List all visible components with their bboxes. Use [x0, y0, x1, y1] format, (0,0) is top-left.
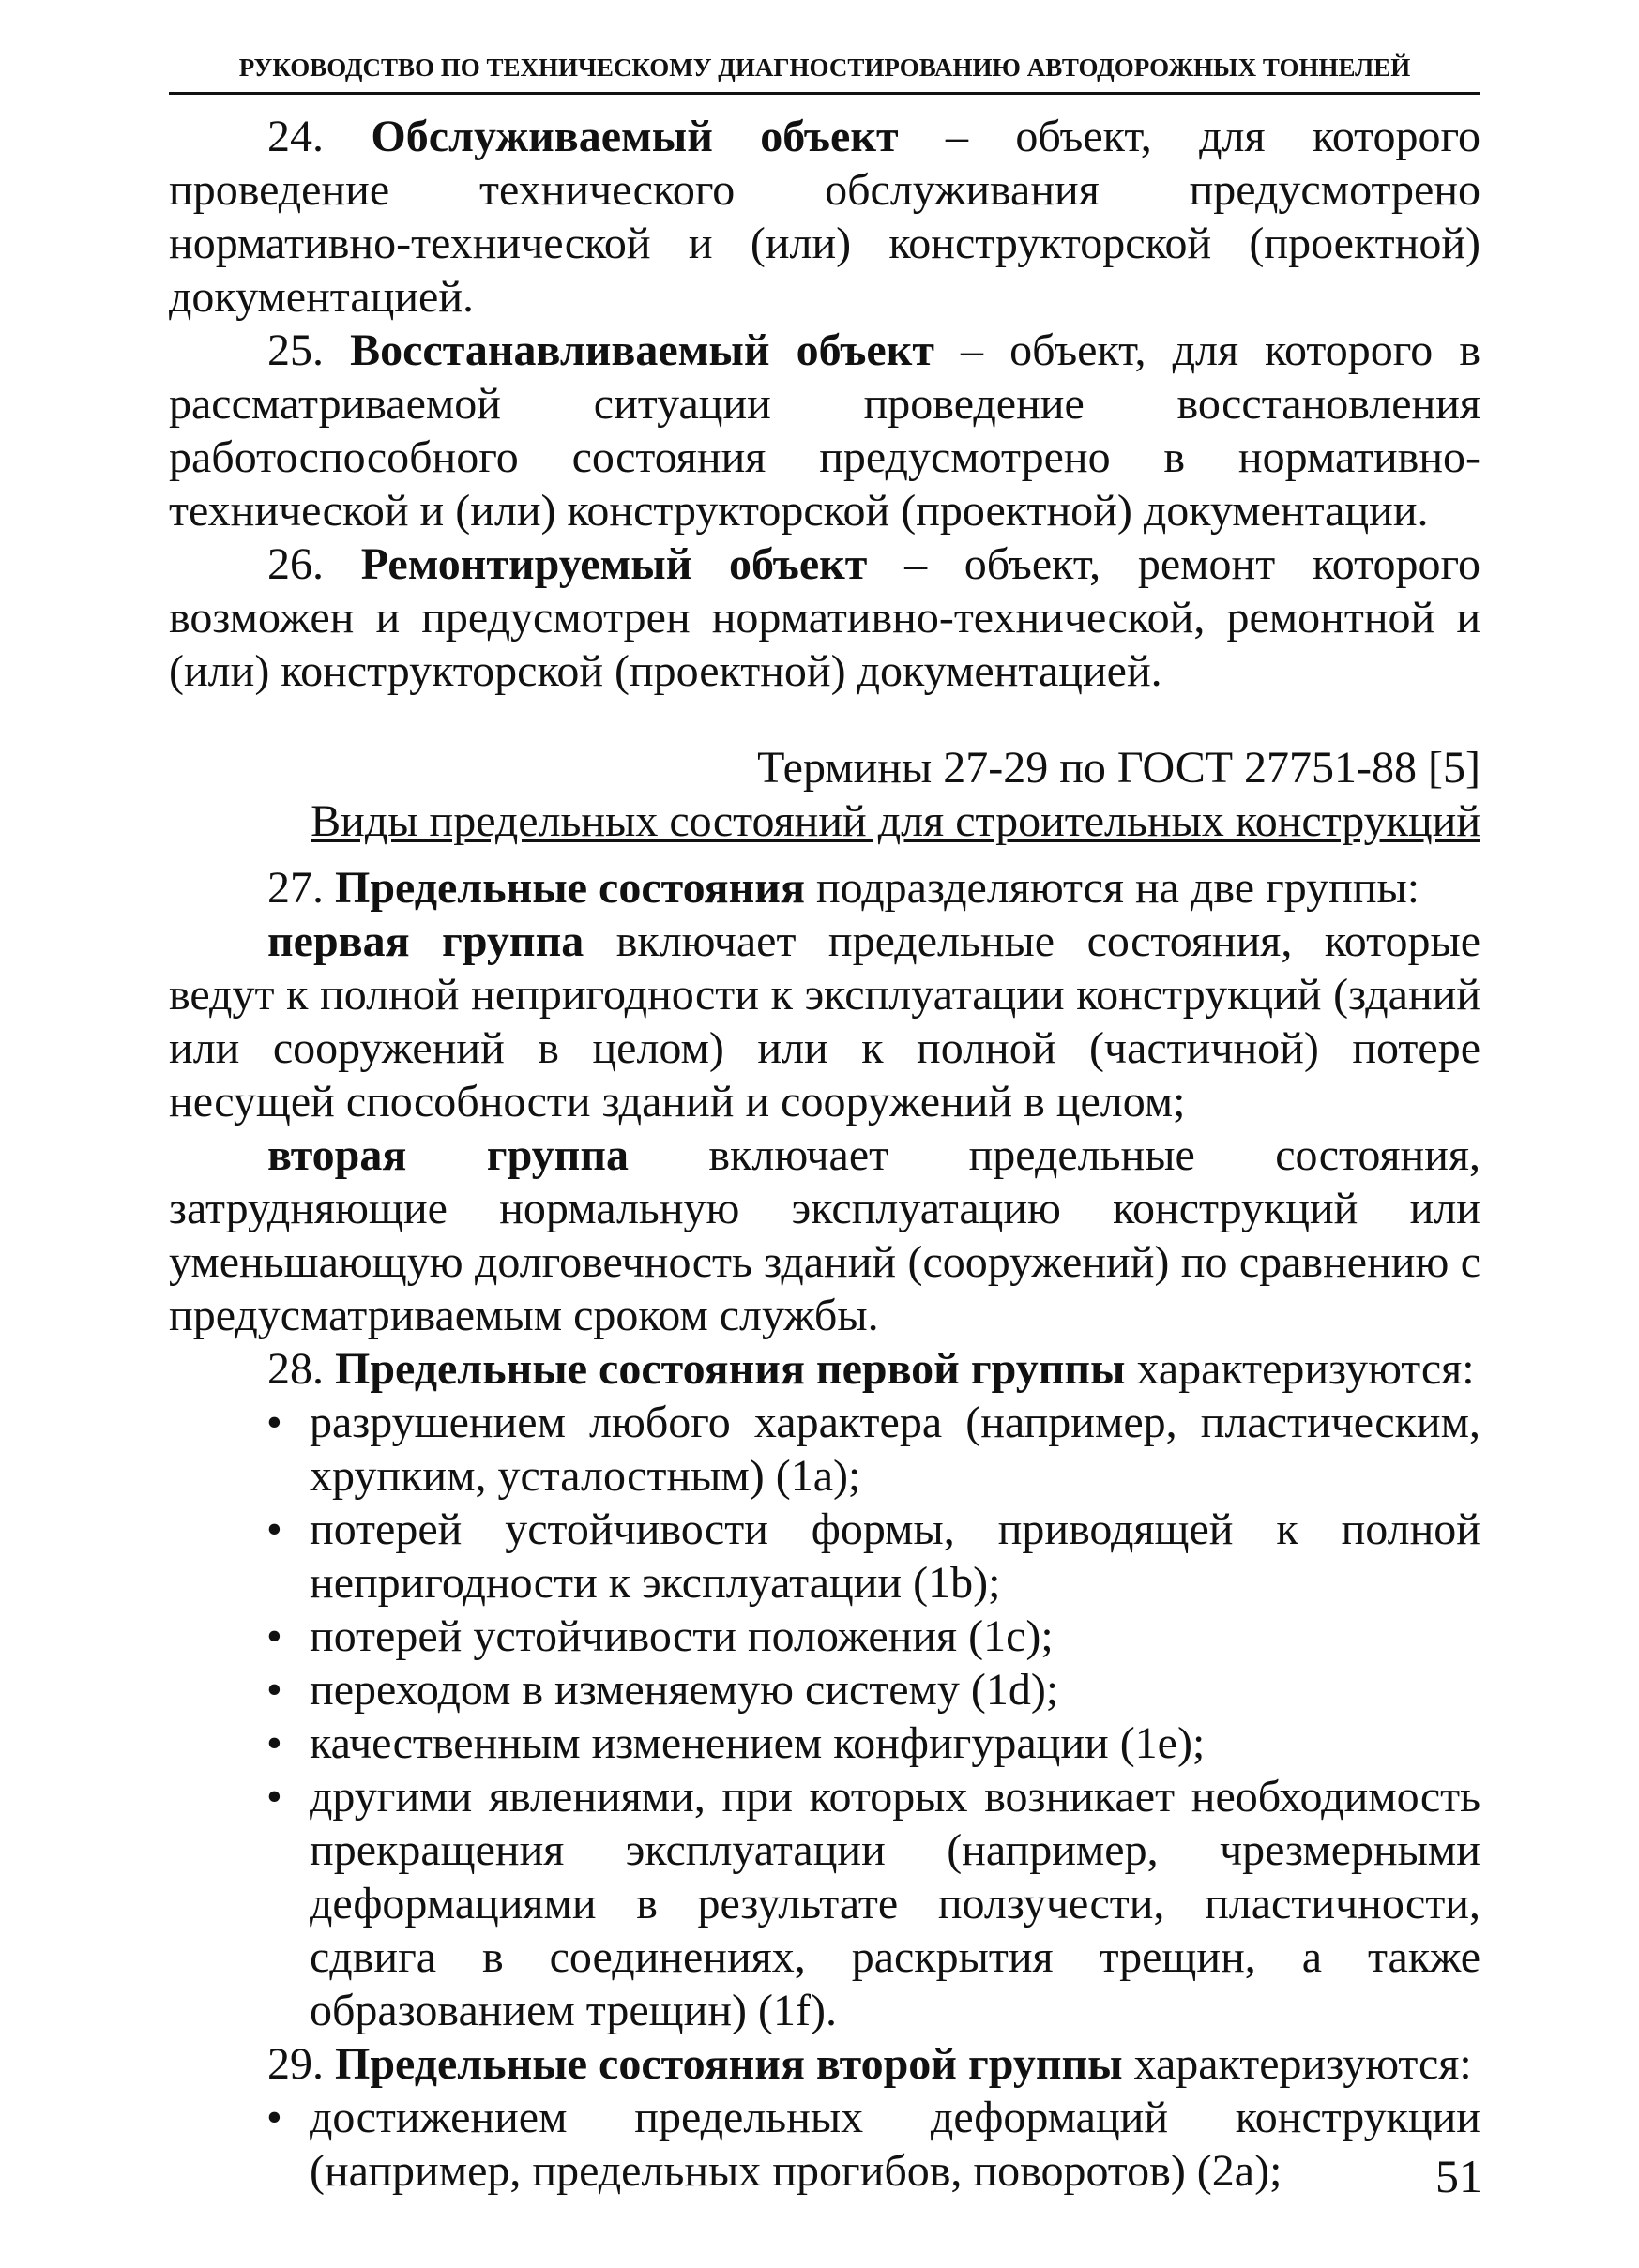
group-2-list — [169, 2091, 1480, 2198]
item-number: 25. — [267, 325, 351, 375]
term: Предельные состояния первой группы — [335, 1344, 1126, 1394]
bullet-icon: • — [266, 1718, 282, 1768]
item-number: 28. — [267, 1344, 335, 1394]
term: Предельные состояния — [335, 863, 805, 913]
bullet-icon: • — [266, 1611, 282, 1661]
definition-text: включает предельные состояния, которые ведут к полной непригодности к эксплуатации конструкций (зданий или сооружений в целом) или к полной (частичной) потере несущей способности зданий и сооружений в целом; — [169, 916, 1480, 1126]
page-body — [169, 49, 1480, 2198]
list-item-text: качественным изменением конфигурации (1е); — [310, 1718, 1206, 1768]
section-heading: Виды предельных состояний для строительных конструкций — [311, 796, 1480, 846]
list-item — [169, 1716, 1480, 1770]
bullet-icon: • — [266, 1665, 282, 1715]
term: Обслуживаемый объект — [371, 112, 899, 161]
item-number: 29. — [267, 2039, 335, 2089]
definition-text: – объект, для которого проведение технического обслуживания предусмотрено нормативно-технической и (или) конструкторской (проектной) документацией. — [169, 112, 1481, 322]
definition-29 — [169, 2037, 1480, 2091]
group-2-paragraph — [169, 1128, 1480, 1342]
definition-text: подразделяются на две группы: — [804, 863, 1420, 913]
group-1-list — [169, 1396, 1480, 2037]
list-item — [169, 1503, 1480, 1610]
term: Восстанавливаемый объект — [350, 325, 934, 375]
definition-text: – объект, для которого в рассматриваемой ситуации проведение восстановления работоспособного состояния предусмотрено в нормативно-технической и (или) конструкторской (проектной) документации. — [169, 325, 1481, 536]
definition-25 — [169, 324, 1480, 537]
term: Ремонтируемый объект — [360, 539, 868, 589]
term: первая группа — [267, 916, 584, 966]
list-item-text: переходом в изменяемую систему (1d); — [310, 1665, 1059, 1715]
list-item — [169, 1610, 1480, 1663]
list-item — [169, 1663, 1480, 1716]
terms-reference: Термины 27-29 по ГОСТ 27751-88 [5] — [757, 743, 1480, 793]
list-item-text: достижением предельных деформаций конструкции (например, предельных прогибов, поворотов) (2а); — [310, 2093, 1480, 2196]
list-item-text: другими явлениями, при которых возникает необходимость прекращения эксплуатации (например, чрезмерными деформациями в результате ползучести, пластичности, сдвига в соединениях, раскрытия трещин, а также образованием трещин) (1f). — [310, 1772, 1480, 2035]
list-item-text: потерей устойчивости формы, приводящей к полной непригодности к эксплуатации (1b); — [310, 1504, 1480, 1608]
definition-27 — [169, 861, 1480, 915]
bullet-icon: • — [266, 1504, 282, 1554]
page-number: 51 — [1435, 2150, 1482, 2202]
bullet-icon: • — [266, 1772, 282, 1822]
group-1-paragraph — [169, 915, 1480, 1128]
list-item — [169, 1770, 1480, 2037]
definition-26 — [169, 537, 1480, 698]
definition-24 — [169, 110, 1480, 324]
item-number: 27. — [267, 863, 335, 913]
list-item-text: разрушением любого характера (например, пластическим, хрупким, усталостным) (1а); — [310, 1398, 1480, 1501]
running-header: РУКОВОДСТВО ПО ТЕХНИЧЕСКОМУ ДИАГНОСТИРОВАНИЮ АВТОДОРОЖНЫХ ТОННЕЛЕЙ — [169, 49, 1480, 95]
bullet-icon: • — [266, 1398, 282, 1447]
list-item — [169, 1396, 1480, 1503]
list-item-text: потерей устойчивости положения (1с); — [310, 1611, 1054, 1661]
term: вторая группа — [267, 1130, 629, 1180]
item-number: 26. — [267, 539, 361, 589]
list-item — [169, 2091, 1480, 2198]
definition-28 — [169, 1342, 1480, 1396]
bullet-icon: • — [266, 2093, 282, 2142]
definition-text: – объект, ремонт которого возможен и предусмотрен нормативно-технической, ремонтной и (или) конструкторской (проектной) документацией. — [169, 539, 1480, 696]
term: Предельные состояния второй группы — [335, 2039, 1123, 2089]
definition-text: характеризуются: — [1125, 1344, 1475, 1394]
definition-text: характеризуются: — [1122, 2039, 1472, 2089]
item-number: 24. — [267, 112, 372, 161]
definition-text: включает предельные состояния, затрудняющие нормальную эксплуатацию конструкций или уменьшающую долговечность зданий (сооружений) по сравнению с предусматриваемым сроком службы. — [169, 1130, 1480, 1340]
